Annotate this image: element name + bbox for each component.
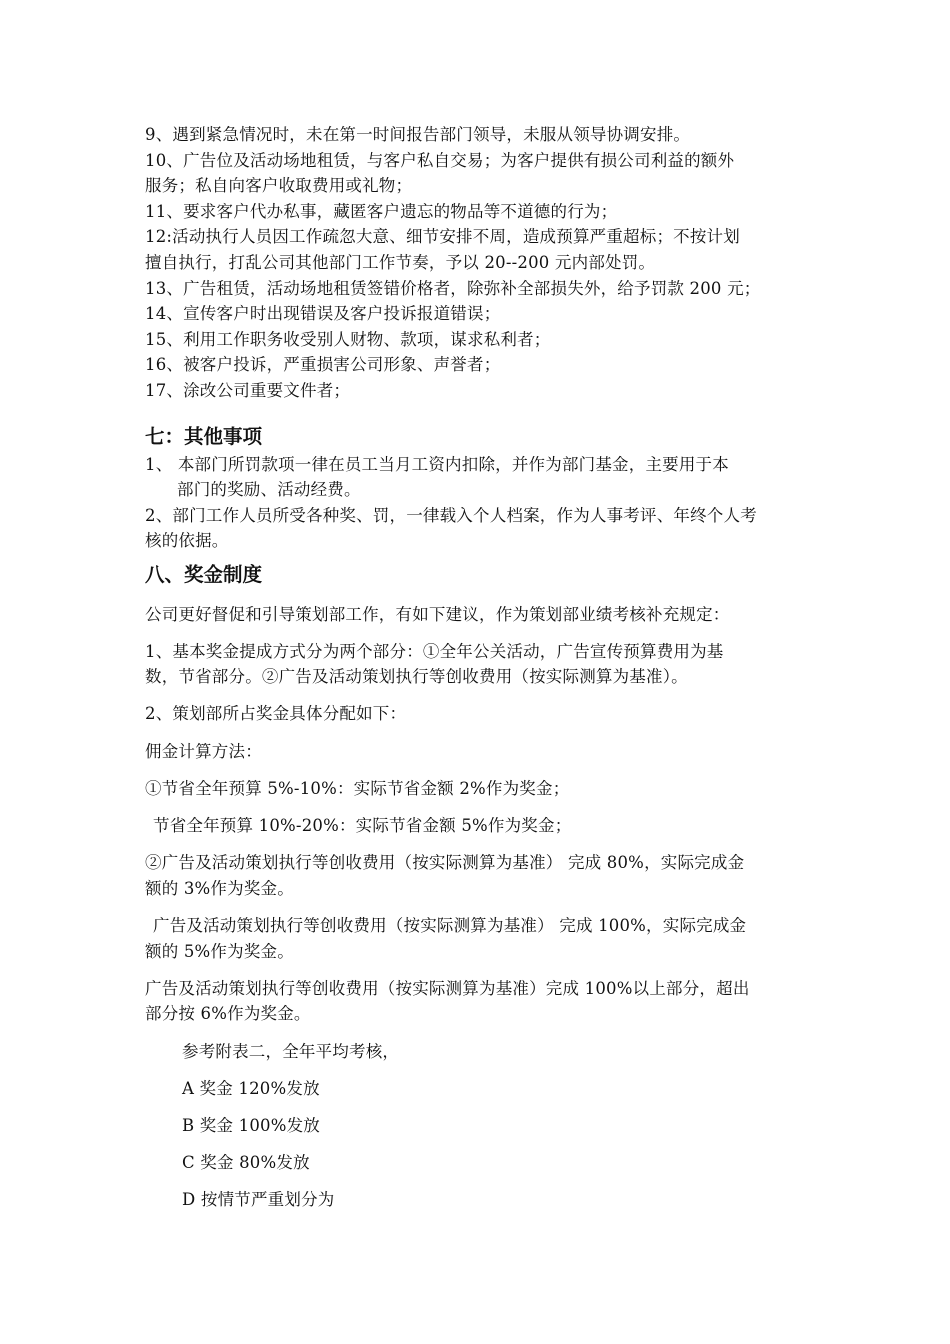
bonus-paragraph-2: 2、策划部所占奖金具体分配如下： [145,704,407,724]
commission-rule-4-line-1: 广告及活动策划执行等创收费用（按实际测算为基准） 完成 100%，实际完成金 [153,916,747,935]
document-page [145,122,810,1213]
penalty-item-13: 13、广告租赁，活动场地租赁签错价格者，除弥补全部损失外，给予罚款 200 元； [145,278,761,298]
penalty-list [145,122,810,404]
commission-rule-1: ①节省全年预算 5%-10%：实际节省金额 2%作为奖金； [145,778,570,798]
commission-rule-3-line-1: ②广告及活动策划执行等创收费用（按实际测算为基准） 完成 80%，实际完成金 [145,853,745,873]
penalty-item-12-cont: 擅自执行，打乱公司其他部门工作节奏，予以 20--200 元内部处罚。 [145,252,656,272]
penalty-item-12: 12:活动执行人员因工作疏忽大意、细节安排不周，造成预算严重超标；不按计划 [145,227,740,247]
other-item-1: 1、 本部门所罚款项一律在员工当月工资内扣除，并作为部门基金，主要用于本 [145,454,729,474]
grade-d: D 按情节严重划分为 [182,1190,335,1210]
penalty-item-15: 15、利用工作职务收受别人财物、款项，谋求私利者； [145,329,551,349]
section-heading-other-matters: 七：其他事项 [145,424,263,448]
bonus-paragraph-1 [145,639,810,690]
other-item-1-cont: 部门的奖励、活动经费。 [177,480,361,500]
commission-rule-3-line-2: 额的 3%作为奖金。 [145,878,294,898]
grade-c: C 奖金 80%发放 [182,1153,310,1173]
other-item-2-cont: 核的依据。 [145,531,229,551]
penalty-item-10-cont: 服务；私自向客户收取费用或礼物； [145,176,413,196]
commission-rule-5 [145,976,810,1027]
commission-rule-4-line-2: 额的 5%作为奖金。 [145,941,294,961]
penalty-item-16: 16、被客户投诉，严重损害公司形象、声誉者； [145,355,501,375]
appraisal-reference: 参考附表二，全年平均考核， [182,1041,400,1061]
penalty-item-11: 11、要求客户代办私事，藏匿客户遗忘的物品等不道德的行为； [145,201,618,221]
penalty-item-17: 17、涂改公司重要文件者； [145,380,351,400]
penalty-item-10: 10、广告位及活动场地租赁，与客户私自交易；为客户提供有损公司利益的额外 [145,150,735,170]
commission-rule-4 [145,913,810,964]
grade-b: B 奖金 100%发放 [182,1115,320,1135]
section-heading-bonus-system: 八、奖金制度 [145,562,263,586]
commission-method-label: 佣金计算方法： [145,741,262,761]
commission-rule-3 [145,850,810,901]
bonus-paragraph-1-line-2: 数，节省部分。②广告及活动策划执行等创收费用（按实际测算为基准）。 [145,667,688,687]
penalty-item-14: 14、宣传客户时出现错误及客户投诉报道错误； [145,304,501,324]
bonus-intro: 公司更好督促和引导策划部工作，有如下建议，作为策划部业绩考核补充规定： [145,604,730,624]
commission-rule-5-line-1: 广告及活动策划执行等创收费用（按实际测算为基准）完成 100%以上部分，超出 [145,978,750,998]
commission-rule-2: 节省全年预算 10%-20%：实际节省金额 5%作为奖金； [153,816,572,836]
grade-a: A 奖金 120%发放 [182,1078,320,1098]
bonus-paragraph-1-line-1: 1、基本奖金提成方式分为两个部分：①全年公关活动，广告宣传预算费用为基 [145,641,724,661]
commission-rule-5-line-2: 部分按 6%作为奖金。 [145,1004,311,1024]
other-item-2: 2、部门工作人员所受各种奖、罚，一律载入个人档案，作为人事考评、年终个人考 [145,505,757,525]
penalty-item-9: 9、遇到紧急情况时，未在第一时间报告部门领导，未服从领导协调安排。 [145,125,691,144]
